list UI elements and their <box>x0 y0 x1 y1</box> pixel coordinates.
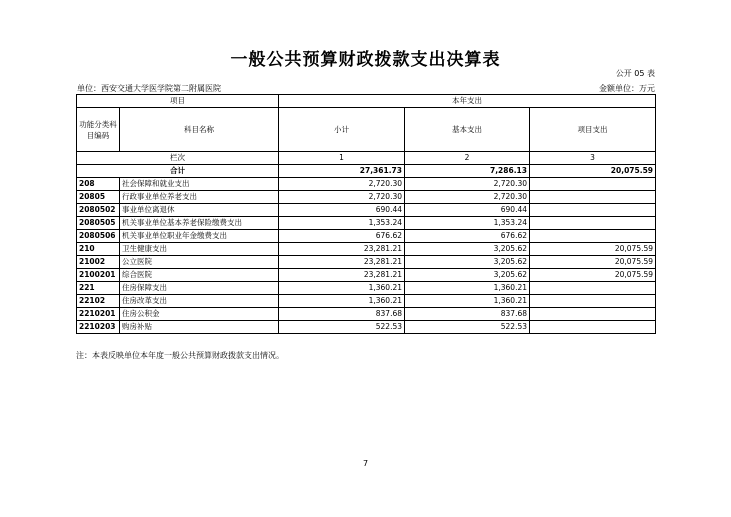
row-project <box>530 204 656 217</box>
row-subtotal: 676.62 <box>279 230 405 243</box>
row-project <box>530 282 656 295</box>
col-2: 2 <box>405 152 530 165</box>
row-project <box>530 191 656 204</box>
table-row <box>77 308 656 321</box>
row-project: 20,075.59 <box>530 256 656 269</box>
row-subtotal: 1,353.24 <box>279 217 405 230</box>
row-subtotal: 1,360.21 <box>279 282 405 295</box>
row-project <box>530 178 656 191</box>
row-subtotal: 837.68 <box>279 308 405 321</box>
table-row <box>77 256 656 269</box>
table-row <box>77 230 656 243</box>
total-subtotal: 27,361.73 <box>279 165 405 178</box>
row-name: 机关事业单位基本养老保险缴费支出 <box>120 217 279 230</box>
row-name: 社会保障和就业支出 <box>120 178 279 191</box>
row-basic: 2,720.30 <box>405 178 530 191</box>
col-1: 1 <box>279 152 405 165</box>
row-basic: 676.62 <box>405 230 530 243</box>
header-subject-name: 科目名称 <box>120 108 279 152</box>
row-code: 2080502 <box>77 204 120 217</box>
header-func-code: 功能分类科目编码 <box>77 108 120 152</box>
row-code: 2080506 <box>77 230 120 243</box>
row-basic: 1,353.24 <box>405 217 530 230</box>
row-basic: 1,360.21 <box>405 282 530 295</box>
row-project: 20,075.59 <box>530 269 656 282</box>
row-name: 机关事业单位职业年金缴费支出 <box>120 230 279 243</box>
row-subtotal: 690.44 <box>279 204 405 217</box>
row-basic: 690.44 <box>405 204 530 217</box>
row-name: 公立医院 <box>120 256 279 269</box>
table-row <box>77 191 656 204</box>
row-subtotal: 2,720.30 <box>279 191 405 204</box>
expenditure-table <box>76 94 656 334</box>
table-note: 注：本表反映单位本年度一般公共预算财政拨款支出情况。 <box>76 351 284 360</box>
header-current-year: 本年支出 <box>279 95 656 108</box>
table-row <box>77 204 656 217</box>
row-subtotal: 23,281.21 <box>279 243 405 256</box>
row-project <box>530 230 656 243</box>
row-code: 22102 <box>77 295 120 308</box>
row-code: 2080505 <box>77 217 120 230</box>
amount-unit: 金额单位：万元 <box>599 84 655 93</box>
row-subtotal: 23,281.21 <box>279 269 405 282</box>
table-row <box>77 243 656 256</box>
unit-label: 单位：西安交通大学医学院第二附属医院 <box>77 84 221 93</box>
total-label: 合计 <box>77 165 279 178</box>
col-label: 栏次 <box>77 152 279 165</box>
form-code: 公开 05 表 <box>615 69 655 78</box>
row-basic: 3,205.62 <box>405 269 530 282</box>
row-name: 住房保障支出 <box>120 282 279 295</box>
page-number: 7 <box>362 459 369 468</box>
table-row <box>77 321 656 334</box>
header-subtotal: 小计 <box>279 108 405 152</box>
row-subtotal: 1,360.21 <box>279 295 405 308</box>
table-row <box>77 178 656 191</box>
row-project <box>530 308 656 321</box>
row-code: 21002 <box>77 256 120 269</box>
page-title: 一般公共预算财政拨款支出决算表 <box>230 50 501 70</box>
row-code: 208 <box>77 178 120 191</box>
row-name: 事业单位离退休 <box>120 204 279 217</box>
row-code: 210 <box>77 243 120 256</box>
column-index-row <box>77 152 656 165</box>
row-basic: 1,360.21 <box>405 295 530 308</box>
row-basic: 3,205.62 <box>405 256 530 269</box>
total-project: 20,075.59 <box>530 165 656 178</box>
row-name: 卫生健康支出 <box>120 243 279 256</box>
table-row <box>77 217 656 230</box>
header-row-2 <box>77 108 656 152</box>
row-project: 20,075.59 <box>530 243 656 256</box>
row-project <box>530 217 656 230</box>
row-basic: 522.53 <box>405 321 530 334</box>
header-row-1 <box>77 95 656 108</box>
row-code: 2100201 <box>77 269 120 282</box>
row-name: 综合医院 <box>120 269 279 282</box>
header-basic: 基本支出 <box>405 108 530 152</box>
row-code: 2210203 <box>77 321 120 334</box>
row-code: 20805 <box>77 191 120 204</box>
table-row <box>77 282 656 295</box>
total-row <box>77 165 656 178</box>
row-name: 住房公积金 <box>120 308 279 321</box>
header-project-exp: 项目支出 <box>530 108 656 152</box>
total-basic: 7,286.13 <box>405 165 530 178</box>
row-subtotal: 522.53 <box>279 321 405 334</box>
row-basic: 837.68 <box>405 308 530 321</box>
row-name: 购房补贴 <box>120 321 279 334</box>
table-row <box>77 269 656 282</box>
header-project: 项目 <box>77 95 279 108</box>
row-subtotal: 2,720.30 <box>279 178 405 191</box>
row-name: 行政事业单位养老支出 <box>120 191 279 204</box>
row-basic: 2,720.30 <box>405 191 530 204</box>
row-code: 2210201 <box>77 308 120 321</box>
row-subtotal: 23,281.21 <box>279 256 405 269</box>
row-name: 住房改革支出 <box>120 295 279 308</box>
row-project <box>530 295 656 308</box>
row-project <box>530 321 656 334</box>
row-code: 221 <box>77 282 120 295</box>
table-row <box>77 295 656 308</box>
col-3: 3 <box>530 152 656 165</box>
row-basic: 3,205.62 <box>405 243 530 256</box>
